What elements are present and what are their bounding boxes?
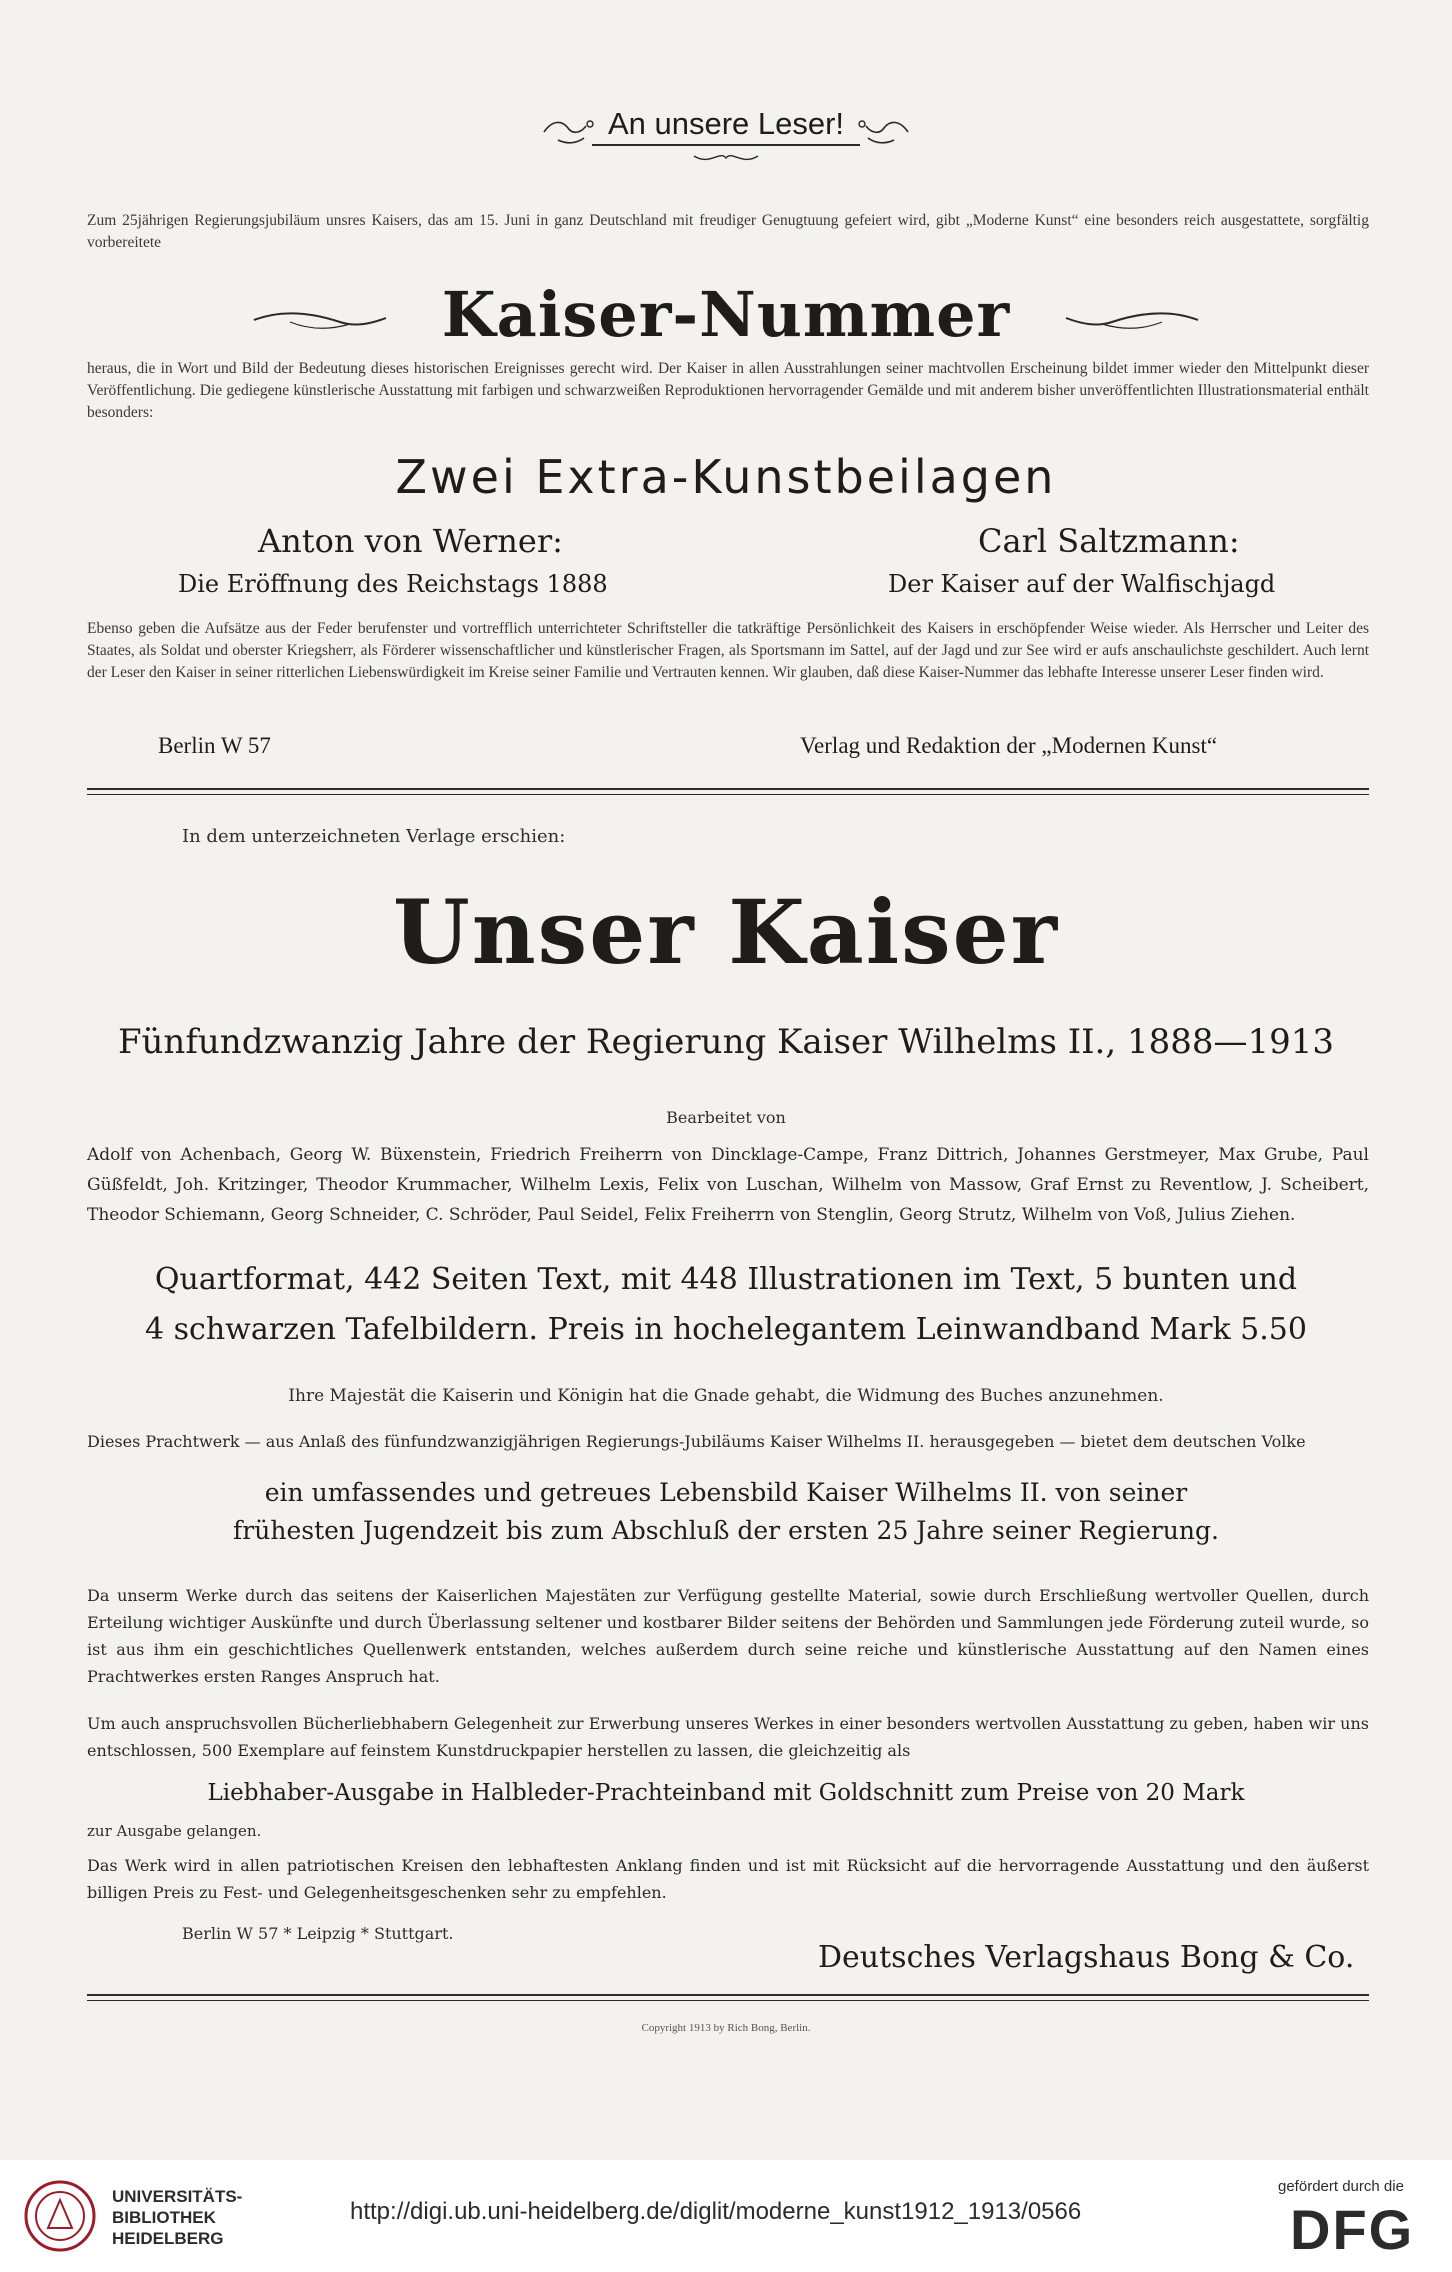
left-artwork: Die Eröffnung des Reichstags 1888 [178,570,608,598]
left-ornament-icon [540,110,600,150]
beilagen-title: Zwei Extra-Kunstbeilagen [395,450,1057,504]
intro-paragraph: Zum 25jährigen Regierungsjubiläum unsres Kaisers, das am 15. Juni in ganz Deutschland mit freudiger Genugtuung gefeiert wird, gibt „Moderne Kunst“ eine besonders reich ausgestattete, sorgfältig vorbereitete [87,212,1369,251]
permalink-url[interactable]: http://digi.ub.uni-heidelberg.de/diglit/moderne_kunst1912_1913/0566 [350,2198,1082,2225]
material-paragraph: Da unserm Werke durch das seitens der Kaiserlichen Majestäten zur Verfügung gestellte Material, sowie durch Erschließung wertvoller Quellen, durch Erteilung wichtiger Auskünfte und durch Überlassung seltener und kostbarer Bilder seitens der Behörden und Sammlungen jede Förderung zuteil wurde, so ist aus ihm ein geschichtliches Quellenwerk entstanden, welches außerdem durch seine reiche und künstlerische Ausstattung auf den Namen eines Prachtwerkes ersten Ranges Anspruch hat. [87,1586,1369,1686]
dfg-logo: DFG [1290,2198,1415,2261]
lebensbild-line-1: ein umfassendes und getreues Lebensbild Kaiser Wilhelms II. von seiner [264,1478,1188,1507]
library-line-1: UNIVERSITÄTS- [112,2187,243,2206]
verlag-signature: Verlag und Redaktion der „Modernen Kunst“ [800,733,1218,758]
kaiser-nummer-paragraph: heraus, die in Wort und Bild der Bedeutung dieses historischen Ereignisses gerecht wird. Der Kaiser in allen Ausstrahlungen seiner machtvollen Erscheinung bildet immer wieder den Mittelpunkt dieser Veröffentlichung. Die gediegene künstlerische Ausstattung mit farbigen und schwarzweißen Reproduktionen hervorragender Gemälde und mit anderem bisher unveröffentlichten Illustrationsmaterial enthält besonders: [87,360,1369,421]
aufsaetze-paragraph: Ebenso geben die Aufsätze aus der Feder berufenster und vortrefflich unterrichteter Schriftsteller die tatkräftige Persönlichkeit des Kaisers in erschöpfender Weise wieder. Als Herrscher und Leiter des Staates, als Soldat und oberster Kriegsherr, als Förderer wissenschaftlicher und künstlerischer Fragen, als Sportsmann im Sattel, auf der Jagd und zur See wird er aufs anschaulichste geschildert. Auch lernt der Leser den Kaiser in seiner ritterlichen Liebenswürdigkeit im Kreise seiner Familie und Vertrauten kennen. Wir glauben, daß diese Kaiser-Nummer das lebhafte Interesse unserer Leser finden wird. [87,620,1369,681]
zur-ausgabe: zur Ausgabe gelangen. [87,1822,262,1840]
left-artist: Anton von Werner: [258,522,563,560]
footer-bar [0,2160,1452,2272]
library-seal-icon [22,2178,98,2254]
header [0,100,1452,170]
funded-by-label: gefördert durch die [1278,2178,1404,2195]
right-swash-icon [1062,300,1202,334]
unser-kaiser-subtitle: Fünfundzwanzig Jahre der Regierung Kaiser Wilhelms II., 1888—1913 [117,1022,1335,1062]
dedication: Ihre Majestät die Kaiserin und Königin hat die Gnade gehabt, die Widmung des Buches anzunehmen. [288,1386,1164,1406]
library-line-2: BIBLIOTHEK [112,2208,216,2227]
divider-top-2 [87,794,1369,795]
divider-top-1 [87,788,1369,790]
format-line-2: 4 schwarzen Tafelbildern. Preis in hochelegantem Leinwandband Mark 5.50 [145,1312,1307,1347]
closing-paragraph: Das Werk wird in allen patriotischen Kreisen den lebhaftesten Anklang finden und ist mit Rücksicht auf die hervorragende Ausstattung und den äußerst billigen Preis zu Fest- und Gelegenheitsgeschenken sehr zu empfehlen. [87,1856,1369,1902]
header-title: An unsere Leser! [607,106,845,141]
divider-bottom-1 [87,1994,1369,1996]
authors-list: Adolf von Achenbach, Georg W. Büxenstein, Friedrich Freiherrn von Dincklage-Campe, Franz Dittrich, Johannes Gerstmeyer, Max Grube, Paul Güßfeldt, Joh. Kritzinger, Theodor Krummacher, Wilhelm Lexis, Felix von Luschan, Wilhelm von Massow, Graf Ernst zu Reventlow, J. Scheibert, Theodor Schiemann, Georg Schneider, C. Schröder, Paul Seidel, Felix Freiherrn von Stenglin, Georg Strutz, Wilhelm von Voß, Julius Ziehen. [87,1145,1369,1225]
buecherliebhaber-paragraph: Um auch anspruchsvollen Bücherliebhabern Gelegenheit zur Erwerbung unseres Werkes in einer besonders wertvollen Ausstattung zu geben, haben wir uns entschlossen, 500 Exemplare auf feinstem Kunstdruckpapier herstellen zu lassen, die gleichzeitig als [87,1714,1369,1760]
right-artwork: Der Kaiser auf der Walfischjagd [888,570,1276,598]
format-line-1: Quartformat, 442 Seiten Text, mit 448 Illustrationen im Text, 5 bunten und [154,1262,1298,1297]
library-name [112,2186,242,2249]
divider-bottom-2 [87,2000,1369,2001]
library-line-3: HEIDELBERG [112,2229,224,2248]
prachtwerk-paragraph: Dieses Prachtwerk — aus Anlaß des fünfundzwanzigjährigen Regierungs-Jubiläums Kaiser Wilhelms II. herausgegeben — bietet dem deutschen Volke [87,1432,1306,1451]
right-ornament-icon [852,110,912,150]
publisher-places: Berlin W 57 * Leipzig * Stuttgart. [182,1924,454,1943]
header-underline [592,144,860,146]
right-artist: Carl Saltzmann: [978,522,1240,560]
copyright: Copyright 1913 by Rich Bong, Berlin. [641,2022,811,2034]
publisher-name: Deutsches Verlagshaus Bong & Co. [818,1940,1355,1975]
center-flourish-icon [690,148,762,168]
edited-by: Bearbeitet von [666,1108,786,1127]
ad-intro: In dem unterzeichneten Verlage erschien: [182,826,566,847]
liebhaber-ausgabe: Liebhaber-Ausgabe in Halbleder-Prachteinband mit Goldschnitt zum Preise von 20 Mark [207,1780,1245,1806]
kaiser-nummer-title: Kaiser-Nummer [441,278,1011,351]
unser-kaiser-title: Unser Kaiser [392,880,1060,984]
berlin-place: Berlin W 57 [158,733,271,758]
lebensbild-line-2: frühesten Jugendzeit bis zum Abschluß der ersten 25 Jahre seiner Regierung. [233,1516,1219,1545]
